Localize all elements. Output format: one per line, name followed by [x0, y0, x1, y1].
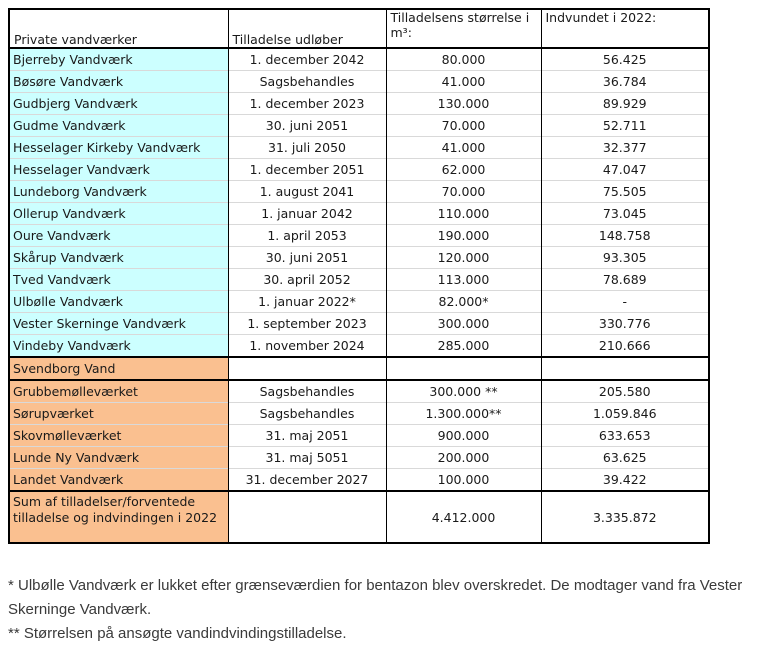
- expiry-cell: 1. september 2023: [228, 313, 386, 335]
- extracted-cell: -: [541, 291, 709, 313]
- footnote-asterisk: * Ulbølle Vandværk er lukket efter grænseværdien for bentazon blev overskredet. De modtager vand fra Vester Skerninge Vandværk.: [8, 577, 743, 618]
- section-label: Svendborg Vand: [9, 357, 228, 380]
- size-cell: 62.000: [386, 159, 541, 181]
- table-row: [9, 425, 709, 447]
- expiry-cell: 1. december 2042: [228, 48, 386, 71]
- size-cell: 900.000: [386, 425, 541, 447]
- extracted-cell: 47.047: [541, 159, 709, 181]
- works-name-cell: Tved Vandværk: [9, 269, 228, 291]
- extracted-cell: 93.305: [541, 247, 709, 269]
- table-row: [9, 71, 709, 93]
- table-row: [9, 137, 709, 159]
- works-name-cell: Landet Vandværk: [9, 469, 228, 492]
- extracted-cell: 75.505: [541, 181, 709, 203]
- size-cell: 82.000*: [386, 291, 541, 313]
- works-name-cell: Hesselager Vandværk: [9, 159, 228, 181]
- table-header-row: [9, 9, 709, 48]
- table-row: [9, 335, 709, 358]
- section-empty-extracted-cell: [541, 357, 709, 380]
- expiry-cell: 1. december 2023: [228, 93, 386, 115]
- extracted-cell: 89.929: [541, 93, 709, 115]
- size-cell: 41.000: [386, 137, 541, 159]
- size-cell: 285.000: [386, 335, 541, 358]
- col-header-indvundet-2022: Indvundet i 2022:: [541, 9, 709, 48]
- expiry-cell: Sagsbehandles: [228, 71, 386, 93]
- works-name-cell: Vester Skerninge Vandværk: [9, 313, 228, 335]
- works-name-cell: Hesselager Kirkeby Vandværk: [9, 137, 228, 159]
- size-cell: 190.000: [386, 225, 541, 247]
- expiry-cell: 30. april 2052: [228, 269, 386, 291]
- size-cell: 300.000: [386, 313, 541, 335]
- expiry-cell: 1. august 2041: [228, 181, 386, 203]
- table-row: [9, 93, 709, 115]
- size-cell: 130.000: [386, 93, 541, 115]
- size-cell: 70.000: [386, 181, 541, 203]
- table-row: [9, 247, 709, 269]
- table-row: [9, 115, 709, 137]
- works-name-cell: Ulbølle Vandværk: [9, 291, 228, 313]
- water-works-table: [8, 8, 710, 544]
- sum-row: [9, 491, 709, 543]
- table-row: [9, 291, 709, 313]
- table-row: [9, 469, 709, 492]
- expiry-cell: 30. juni 2051: [228, 247, 386, 269]
- extracted-cell: 1.059.846: [541, 403, 709, 425]
- works-name-cell: Vindeby Vandværk: [9, 335, 228, 358]
- size-cell: 80.000: [386, 48, 541, 71]
- extracted-cell: 32.377: [541, 137, 709, 159]
- size-cell: 110.000: [386, 203, 541, 225]
- works-name-cell: Sørupværket: [9, 403, 228, 425]
- works-name-cell: Gudme Vandværk: [9, 115, 228, 137]
- works-name-cell: Ollerup Vandværk: [9, 203, 228, 225]
- footnote-double-asterisk: ** Størrelsen på ansøgte vandindvindingstilladelse.: [8, 625, 347, 642]
- works-name-cell: Oure Vandværk: [9, 225, 228, 247]
- col-header-private-vandvaerker: Private vandværker: [9, 9, 228, 48]
- works-name-cell: Lunde Ny Vandværk: [9, 447, 228, 469]
- expiry-cell: 1. november 2024: [228, 335, 386, 358]
- expiry-cell: 1. december 2051: [228, 159, 386, 181]
- works-name-cell: Bjerreby Vandværk: [9, 48, 228, 71]
- extracted-cell: 39.422: [541, 469, 709, 492]
- expiry-cell: 1. januar 2042: [228, 203, 386, 225]
- expiry-cell: 1. januar 2022*: [228, 291, 386, 313]
- sum-size-cell: 4.412.000: [386, 491, 541, 543]
- footnotes: [8, 574, 760, 646]
- works-name-cell: Gudbjerg Vandværk: [9, 93, 228, 115]
- size-cell: 113.000: [386, 269, 541, 291]
- table-row: [9, 313, 709, 335]
- table-row: [9, 203, 709, 225]
- size-cell: 200.000: [386, 447, 541, 469]
- sum-expiry-cell: [228, 491, 386, 543]
- size-cell: 300.000 **: [386, 380, 541, 403]
- sum-label: Sum af tilladelser/forventede tilladelse og indvindingen i 2022: [9, 491, 228, 543]
- extracted-cell: 210.666: [541, 335, 709, 358]
- works-name-cell: Lundeborg Vandværk: [9, 181, 228, 203]
- col-header-tilladelsens-stoerrelse: Tilladelsens størrelse i m³:: [386, 9, 541, 48]
- expiry-cell: 31. maj 2051: [228, 425, 386, 447]
- extracted-cell: 52.711: [541, 115, 709, 137]
- extracted-cell: 633.653: [541, 425, 709, 447]
- expiry-cell: Sagsbehandles: [228, 403, 386, 425]
- table-row: [9, 181, 709, 203]
- extracted-cell: 330.776: [541, 313, 709, 335]
- size-cell: 100.000: [386, 469, 541, 492]
- expiry-cell: 30. juni 2051: [228, 115, 386, 137]
- works-name-cell: Grubbemølleværket: [9, 380, 228, 403]
- expiry-cell: 31. december 2027: [228, 469, 386, 492]
- works-name-cell: Bøsøre Vandværk: [9, 71, 228, 93]
- table-row: [9, 447, 709, 469]
- size-cell: 1.300.000**: [386, 403, 541, 425]
- extracted-cell: 63.625: [541, 447, 709, 469]
- works-name-cell: Skårup Vandværk: [9, 247, 228, 269]
- table-row: [9, 380, 709, 403]
- table-row: [9, 225, 709, 247]
- table-row: [9, 48, 709, 71]
- extracted-cell: 56.425: [541, 48, 709, 71]
- section-row-svendborg-vand: [9, 357, 709, 380]
- expiry-cell: Sagsbehandles: [228, 380, 386, 403]
- extracted-cell: 205.580: [541, 380, 709, 403]
- table-row: [9, 159, 709, 181]
- sum-extracted-cell: 3.335.872: [541, 491, 709, 543]
- expiry-cell: 1. april 2053: [228, 225, 386, 247]
- table-row: [9, 403, 709, 425]
- section-empty-expiry-cell: [228, 357, 386, 380]
- expiry-cell: 31. maj 5051: [228, 447, 386, 469]
- table-row: [9, 269, 709, 291]
- extracted-cell: 73.045: [541, 203, 709, 225]
- size-cell: 41.000: [386, 71, 541, 93]
- expiry-cell: 31. juli 2050: [228, 137, 386, 159]
- section-empty-size-cell: [386, 357, 541, 380]
- size-cell: 120.000: [386, 247, 541, 269]
- works-name-cell: Skovmølleværket: [9, 425, 228, 447]
- extracted-cell: 36.784: [541, 71, 709, 93]
- size-cell: 70.000: [386, 115, 541, 137]
- extracted-cell: 148.758: [541, 225, 709, 247]
- col-header-tilladelse-udloeber: Tilladelse udløber: [228, 9, 386, 48]
- extracted-cell: 78.689: [541, 269, 709, 291]
